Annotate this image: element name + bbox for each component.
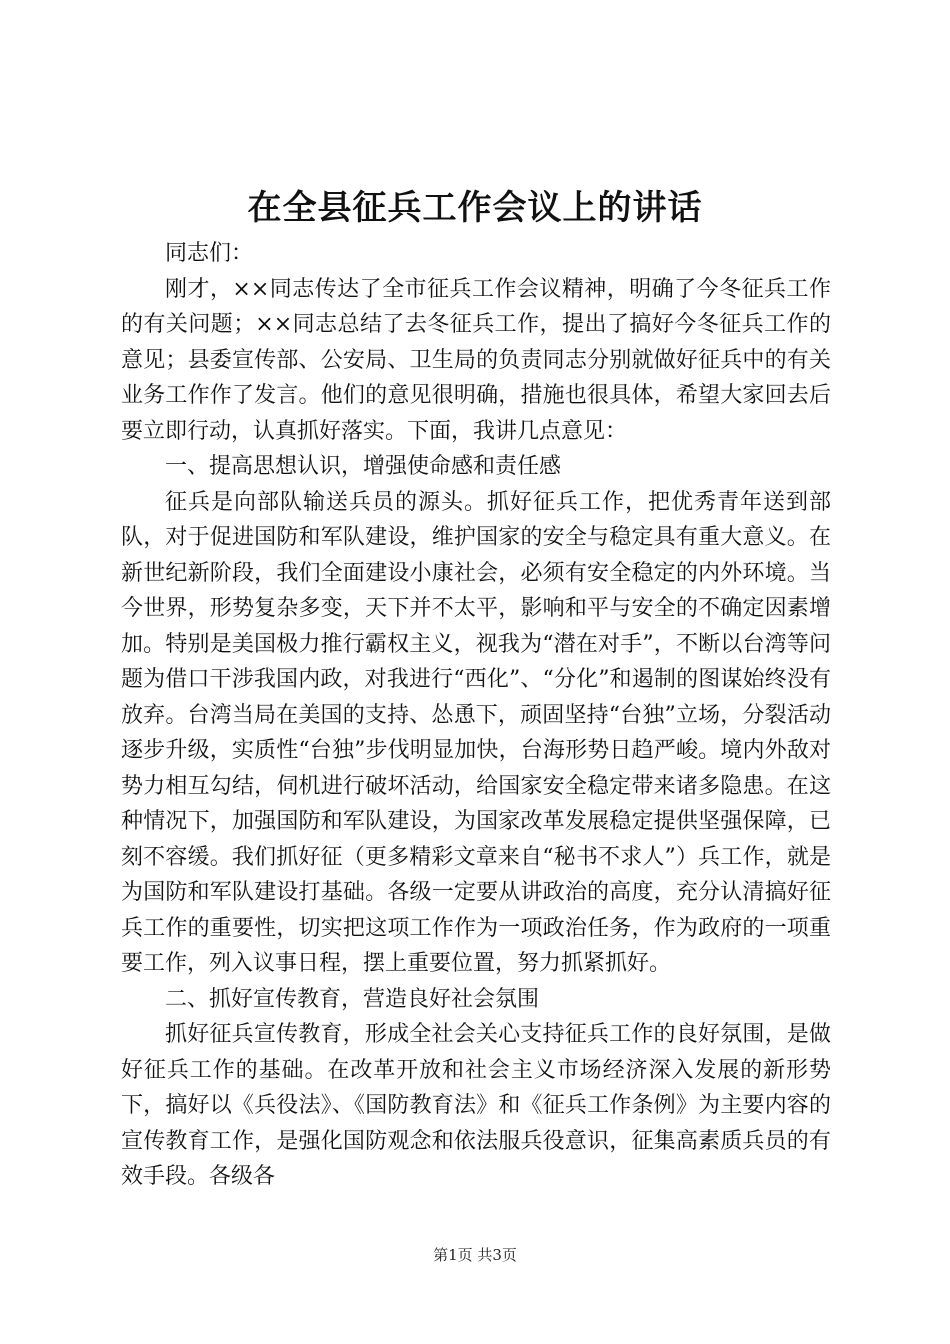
salutation-paragraph: 同志们：	[165, 241, 254, 266]
section-2-paragraph: 抓好征兵宣传教育，形成全社会关心支持征兵工作的良好氛围，是做好征兵工作的基础。在改革开放和社会主义市场经济深入发展的新形势下，搞好以《兵役法》、《国防教育法》和《征兵工作条例》为主要内容的宣传教育工作，是强化国防观念和依法服兵役意识，征集高素质兵员的有效手段。各级各	[121, 1022, 831, 1189]
intro-paragraph: 刚才，××同志传达了全市征兵工作会议精神，明确了今冬征兵工作的有关问题；××同志总结了去冬征兵工作，提出了搞好今冬征兵工作的意见；县委宣传部、公安局、卫生局的负责同志分别就做好征兵中的有关业务工作作了发言。他们的意见很明确，措施也很具体，希望大家回去后要立即行动，认真抓好落实。下面，我讲几点意见：	[121, 276, 831, 444]
page-number-footer: 第1页 共3页	[433, 1246, 517, 1264]
section-heading-1: 一、提高思想认识，增强使命感和责任感	[165, 454, 562, 479]
section-1-paragraph: 征兵是向部队输送兵员的源头。抓好征兵工作，把优秀青年送到部队，对于促进国防和军队建设，维护国家的安全与稳定具有重大意义。在新世纪新阶段，我们全面建设小康社会，必须有安全稳定的内外环境。当今世界，形势复杂多变，天下并不太平，影响和平与安全的不确定因素增加。特别是美国极力推行霸权主义，视我为“潜在对手”，不断以台湾等问题为借口干涉我国内政，对我进行“西化”、“分化”和遏制的图谋始终没有放弃。台湾当局在美国的支持、怂恿下，顽固坚持“台独”立场，分裂活动逐步升级，实质性“台独”步伐明显加快，台海形势日趋严峻。境内外敌对势力相互勾结，伺机进行破坏活动，给国家安全稳定带来诸多隐患。在这种情况下，加强国防和军队建设，为国家改革发展稳定提供坚强保障，已刻不容缓。我们抓好征（更多精彩文章来自“秘书不求人”）兵工作，就是为国防和军队建设打基础。各级一定要从讲政治的高度，充分认清搞好征兵工作的重要性，切实把这项工作作为一项政治任务，作为政府的一项重要工作，列入议事日程，摆上重要位置，努力抓紧抓好。	[121, 489, 831, 976]
document-body	[121, 236, 831, 1195]
document-title: 在全县征兵工作会议上的讲话	[247, 188, 703, 228]
section-heading-2: 二、抓好宣传教育，营造良好社会氛围	[165, 986, 540, 1012]
